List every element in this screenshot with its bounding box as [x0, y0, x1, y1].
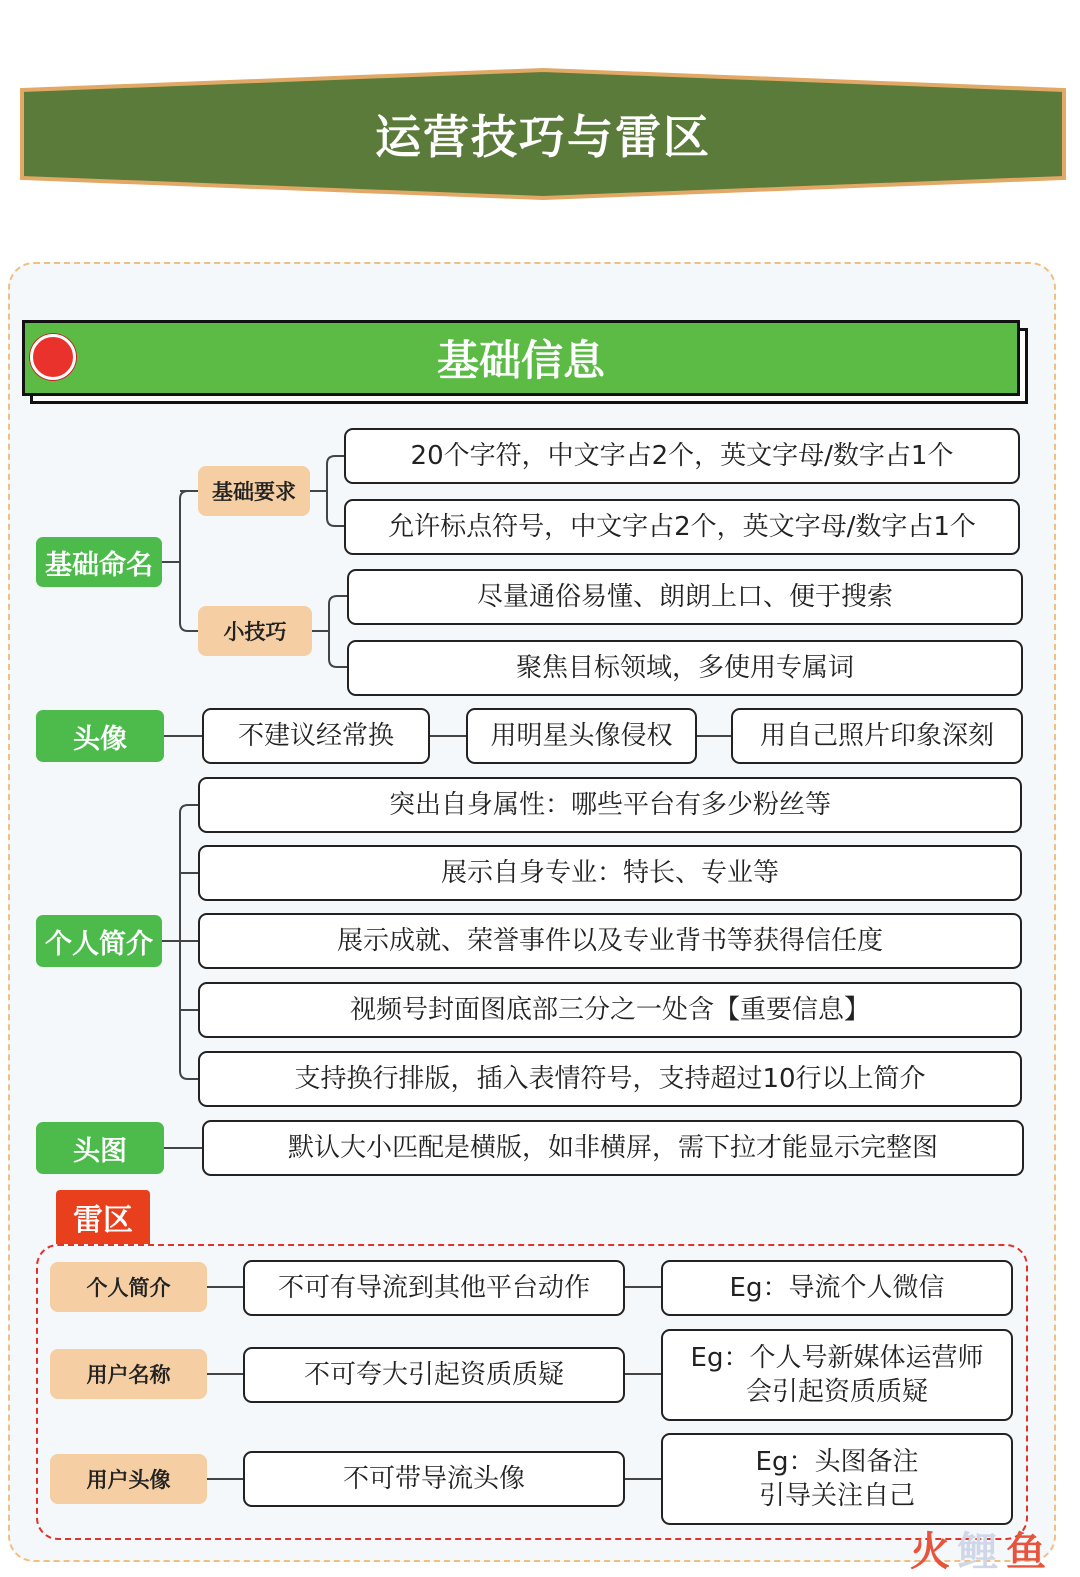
danger-rule-avatar: 不可带导流头像 — [243, 1451, 625, 1507]
watermark-logo — [906, 1518, 1058, 1575]
node-naming: 基础命名 — [36, 537, 162, 587]
danger-example-bio — [661, 1260, 1013, 1316]
leaf-bio-3: 展示成就、荣誉事件以及专业背书等获得信任度 — [198, 913, 1022, 969]
leaf-bio-5: 支持换行排版，插入表情符号，支持超过10行以上简介 — [198, 1051, 1022, 1107]
danger-label-name: 用户名称 — [50, 1349, 207, 1399]
leaf-tip-2: 聚焦目标领域，多使用专属词 — [347, 640, 1023, 696]
leaf-requirement-1: 20个字符，中文字占2个，英文字母/数字占1个 — [344, 428, 1020, 484]
node-cover: 头图 — [36, 1122, 164, 1174]
leaf-requirement-2: 允许标点符号，中文字占2个，英文字母/数字占1个 — [344, 499, 1020, 555]
section-title: 基础信息 — [436, 336, 605, 385]
danger-rule-bio: 不可有导流到其他平台动作 — [243, 1260, 625, 1316]
danger-example-name-line-1: Eg：个人号新媒体运营师 — [690, 1343, 984, 1373]
node-bio: 个人简介 — [36, 915, 162, 967]
node-avatar: 头像 — [36, 710, 164, 762]
danger-example-name — [661, 1329, 1013, 1421]
danger-example-avatar — [661, 1433, 1013, 1525]
leaf-tip-1: 尽量通俗易懂、朗朗上口、便于搜索 — [347, 569, 1023, 625]
leaf-avatar-2: 用明星头像侵权 — [466, 708, 697, 764]
node-naming-tips: 小技巧 — [198, 606, 312, 656]
leaf-bio-2: 展示自身专业：特长、专业等 — [198, 845, 1022, 901]
watermark-char-1: 火 — [910, 1529, 950, 1575]
danger-example-bio-line-1: Eg：导流个人微信 — [729, 1273, 945, 1303]
danger-example-avatar-line-1: Eg：头图备注 — [755, 1447, 919, 1477]
danger-label-bio: 个人简介 — [50, 1262, 207, 1312]
watermark-char-2: 鲤 — [958, 1529, 998, 1575]
danger-example-name-line-2: 会引起资质质疑 — [745, 1377, 928, 1407]
leaf-cover-1: 默认大小匹配是横版，如非横屏，需下拉才能显示完整图 — [202, 1120, 1024, 1176]
node-naming-requirements: 基础要求 — [198, 466, 310, 516]
danger-zone-tab: 雷区 — [56, 1190, 150, 1244]
leaf-avatar-3: 用自己照片印象深刻 — [731, 708, 1023, 764]
page-title: 运营技巧与雷区 — [375, 110, 711, 164]
leaf-avatar-1: 不建议经常换 — [202, 708, 430, 764]
danger-label-avatar: 用户头像 — [50, 1454, 207, 1504]
leaf-bio-4: 视频号封面图底部三分之一处含【重要信息】 — [198, 982, 1022, 1038]
danger-rule-name: 不可夸大引起资质质疑 — [243, 1347, 625, 1403]
danger-example-avatar-line-2: 引导关注自己 — [758, 1481, 915, 1511]
leaf-bio-1: 突出自身属性：哪些平台有多少粉丝等 — [198, 777, 1022, 833]
watermark-char-3: 鱼 — [1006, 1529, 1046, 1575]
